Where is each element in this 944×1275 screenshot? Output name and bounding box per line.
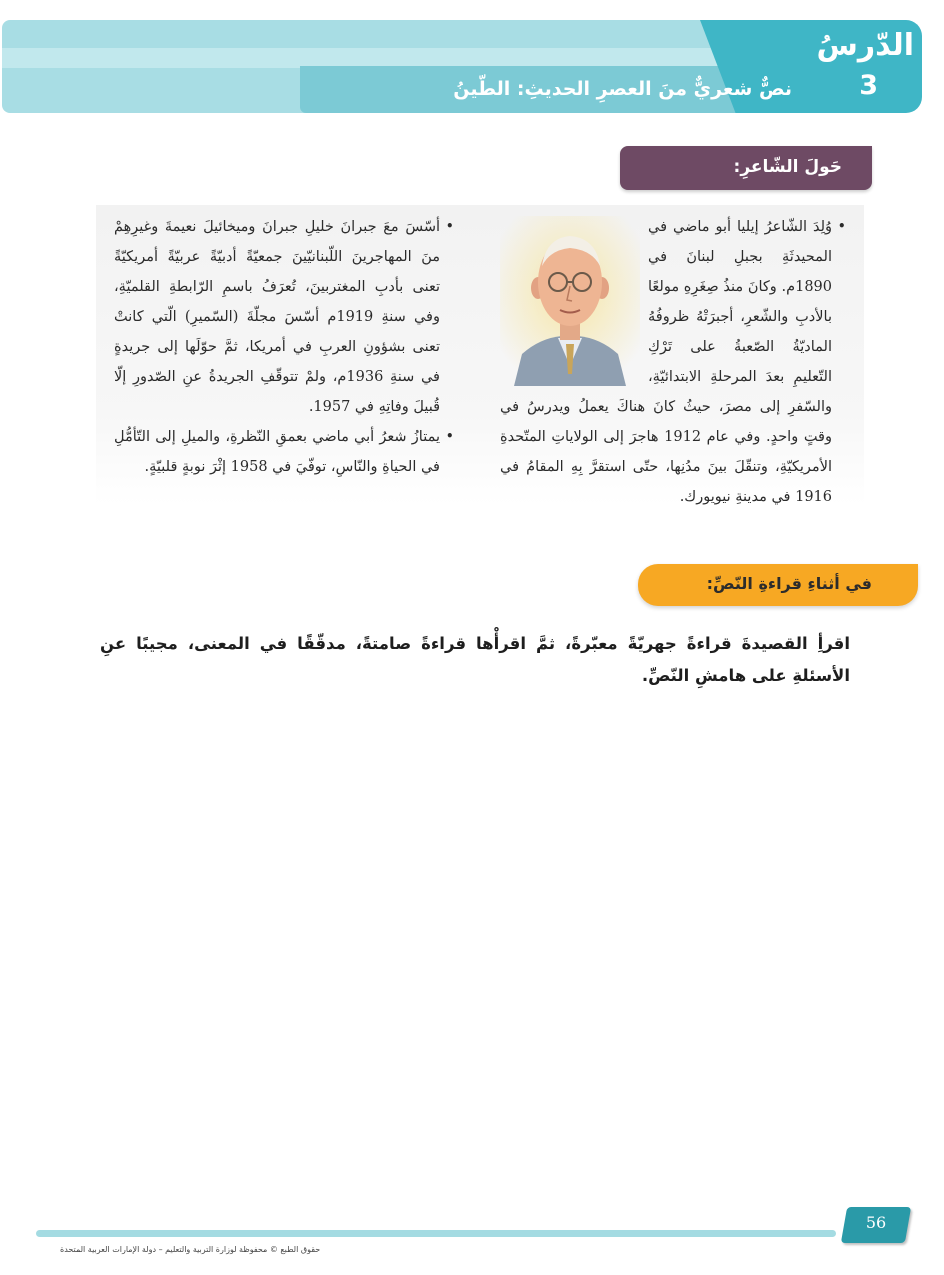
lesson-title: نصٌّ شعريٌّ منَ العصرِ الحديثِ: الطّينُ bbox=[453, 78, 792, 100]
reading-section-heading-text: في أثناءِ قراءةِ النّصِّ: bbox=[706, 574, 872, 593]
poet-section-heading-text: حَولَ الشّاعرِ: bbox=[733, 157, 842, 177]
header-band-stripe bbox=[2, 48, 742, 68]
poet-column-left bbox=[114, 212, 454, 482]
poet-bio-bullet: • أسّسَ معَ جبرانَ خليلِ جبرانَ وميخائيلَ نعيمةَ وغيرِهِمْ منَ المهاجرينَ اللّبنانيّينَ جمعيّةً أدبيّةً عربيّةً أمريكيّةً تعنى بأدبِ المغتربينَ، تُعرَفُ باسمِ الرّابطةِ القلميّةِ، وفي سنةِ 1919م أسّسَ مجلّةَ (السّميرِ) الّتي كانتْ تعنى بشؤونِ العربِ في أمريكا، ثمَّ حوّلَها إلى جريدةٍ في سنةِ 1936م، ولمْ تتوقّفِ الجريدةُ عنِ الصّدورِ إلّا قُبيلَ وفاتِهِ في 1957. bbox=[114, 212, 454, 422]
page-number: 56 bbox=[865, 1213, 887, 1232]
lesson-label: الدّرسُ bbox=[816, 28, 914, 63]
poet-section-heading bbox=[620, 146, 872, 190]
poet-bio-bullet: • وُلِدَ الشّاعرُ إيليا أبو ماضي في المحيدثَةِ بجبلِ لبنانَ في 1890م. وكانَ منذُ صِغَرِهِ مولعًا بالأدبِ والشّعرِ، أجبرَتْهُ ظروفُهُ الماديّةُ الصّعبةُ على تَرْكِ التّعليمِ بعدَ المرحلةِ الابتدائيّةِ، والسّفرِ إلى مصرَ، حيثُ كانَ هناكَ يعملُ ويدرسُ في وقتٍ واحدٍ. وفي عام 1912 هاجرَ إلى الولاياتِ المتّحدةِ الأمريكيّةِ، وتنقّلَ بينَ مدُنِها، حتّى استقرَّ بِهِ المقامُ في 1916 في مدينةِ نيويورك. bbox=[500, 212, 846, 512]
reading-instruction: اقرأِ القصيدةَ قراءةً جهريّةً معبّرةً، ثمَّ اقرأْها قراءةً صامتةً، مدقّقًا في المعنى، مجيبًا عنِ الأسئلةِ على هامشِ النّصِّ. bbox=[100, 634, 850, 685]
footer-bar bbox=[36, 1230, 836, 1237]
lesson-number: 3 bbox=[859, 70, 878, 101]
poet-bio-bullet: • يمتازُ شعرُ أبي ماضي بعمقِ النّظرةِ، والميلِ إلى التّأمُّلِ في الحياةِ والنّاسِ، توفّيَ في 1958 إثْرَ نوبةٍ قلبيّةٍ. bbox=[114, 422, 454, 482]
copyright-notice: حقوق الطبع © محفوظة لوزارة التربية والتعليم – دولة الإمارات العربية المتحدة bbox=[60, 1245, 321, 1254]
poet-column-right bbox=[500, 212, 846, 512]
